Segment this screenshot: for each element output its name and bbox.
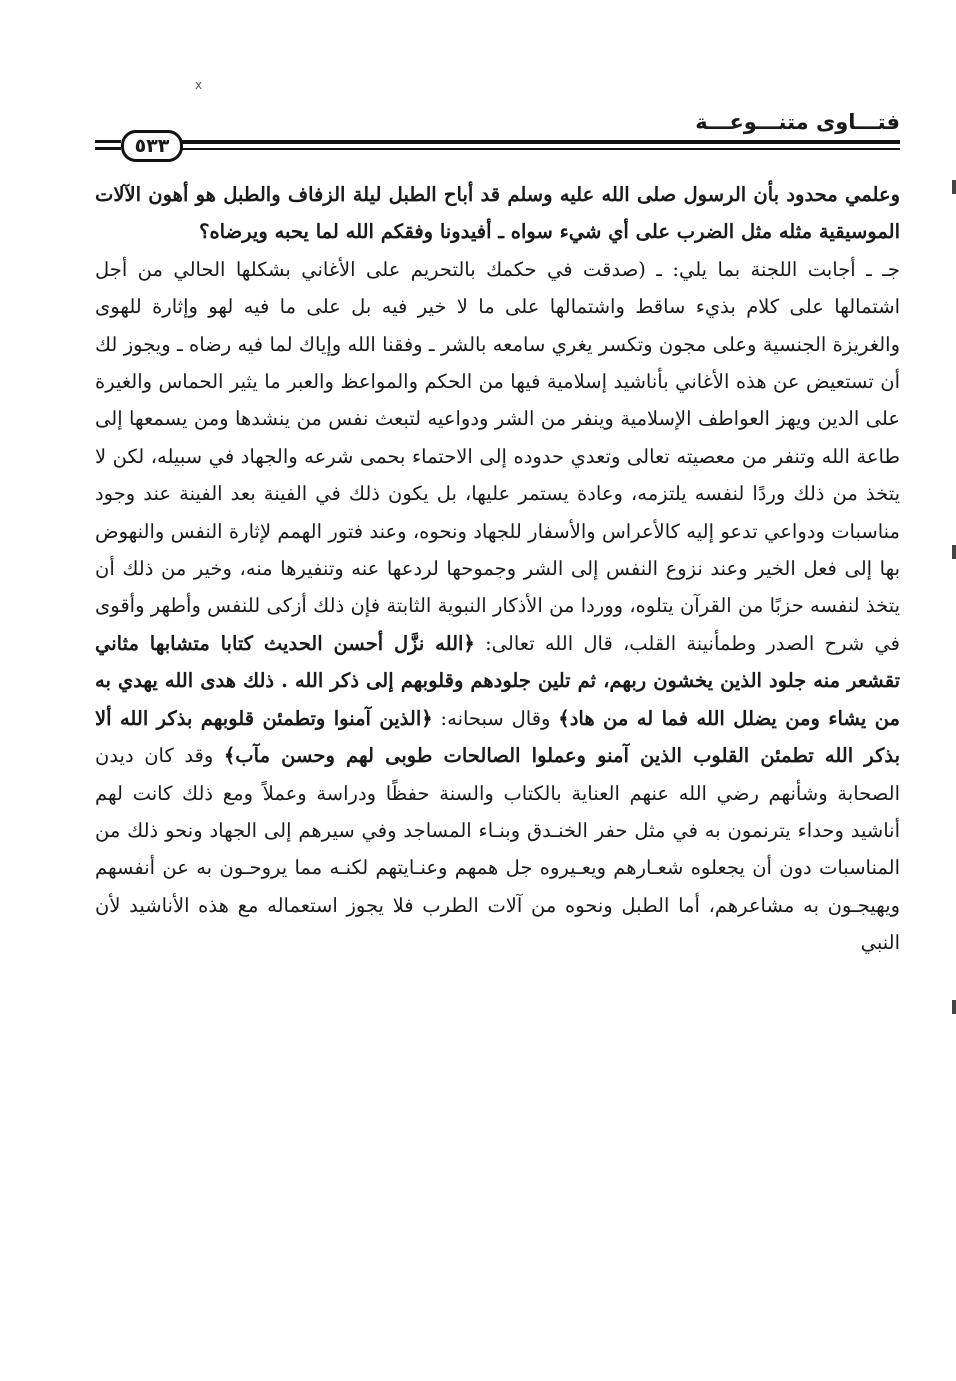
page-body [95,176,900,962]
answer-paragraph [95,251,900,962]
scan-edge-mark [952,180,956,194]
scan-edge-mark [952,1000,956,1014]
answer-text: جـ ـ أجابت اللجنة بما يلي: ـ (صدقت في حكمك بالتحريم على الأغاني بشكلها الحالي من أجل اشتمالها على كلام بذيء ساقط واشتمالها على ما لا خير فيه بل على ما فيه لهو وإثارة للهوى والغريزة الجنسية وعلى مجون وتكسر يغري سامعه بالشر ـ وفقنا الله وإياك لما فيه رضاه ـ ويجوز لك أن تستعيض عن هذه الأغاني بأناشيد إسلامية فيها من الحكم والمواعظ والعبر ما يثير الحماس والغيرة على الدين ويهز العواطف الإسلامية وينفر من الشر ودواعيه لتبعث نفس من ينشدها ومن يسمعها إلى طاعة الله وتنفر من معصيته تعالى وتعدي حدوده إلى الاحتماء بحمى شرعه والجهاد في سبيله، لكن لا يتخذ من ذلك وردًا لنفسه يلتزمه، وعادة يستمر عليها، بل يكون ذلك في الفينة بعد الفينة عند وجود مناسبات ودواعي تدعو إليه كالأعراس والأسفار للجهاد ونحوه، وعند فتور الهمم لإثارة النفس والنهوض بها إلى فعل الخير وعند نزوع النفس إلى الشر وجموحها لردعها عنه وتنفيرها منه، وخير من ذلك أن يتخذ لنفسه حزبًا من القرآن يتلوه، ووردا من الأذكار النبوية الثابتة فإن ذلك أزكى للنفس وأطهر وأقوى في شرح الصدر وطمأنينة القلب، قال الله تعالى: [95,257,900,655]
question-text: وعلمي محدود بأن الرسول صلى الله عليه وسلم قد أباح الطبل ليلة الزفاف والطبل هو أهون الآلات الموسيقية مثله مثل الضرب على أي شيء سواه ـ أفيدونا وفقكم الله لما يحبه ويرضاه؟ [95,183,900,244]
page-number: ٥٣٣ [121,130,183,162]
page-number-dash [95,140,121,143]
header-rule-thin [180,148,900,150]
book-title: فتـــاوى متنـــوعـــة [695,110,900,134]
scan-edge-mark [952,545,956,559]
scan-mark: x [195,78,203,92]
question-paragraph [95,176,900,251]
closing-text: وقد كان ديدن الصحابة وشأنهم رضي الله عنهم العناية بالكتاب والسنة حفظًا ودراسة وعملاً ومع ذلك كانت لهم أناشيد وحداء يترنمون به في مثل حفر الخنـدق وبنـاء المساجد وفي سيرهم إلى الجهاد ونحو ذلك من المناسبات دون أن يجعلوه شعـارهم ويعـيروه جل همهم وعنـايتهم لكنـه مما يروحـون به عن أنفسهم ويهيجـون به مشاعرهم، أما الطبل ونحوه من آلات الطرب فلا يجوز استعماله مع هذه الأناشيد لأن النبي [95,744,900,955]
page-number-dash [95,147,121,150]
header-rule [180,140,900,144]
page-number-frame [95,130,187,160]
quran-verse: ﴿الله نزَّل أحسن الحديث كتابا متشابها مثاني تقشعر منه جلود الذين يخشون ربهم، ثم تلين جلودهم وقلوبهم إلى ذكر الله . ذلك هدى الله يهدي به من يشاء ومن يضلل الله فما له من هاد﴾ [95,631,900,730]
page-header [95,110,900,166]
quran-verse: ﴿الذين آمنوا وتطمئن قلوبهم بذكر الله ألا بذكر الله تطمئن القلوب الذين آمنو وعملوا الصالحات طوبى لهم وحسن مآب﴾ [95,706,901,768]
connector-text: وقال سبحانه: [432,706,559,730]
